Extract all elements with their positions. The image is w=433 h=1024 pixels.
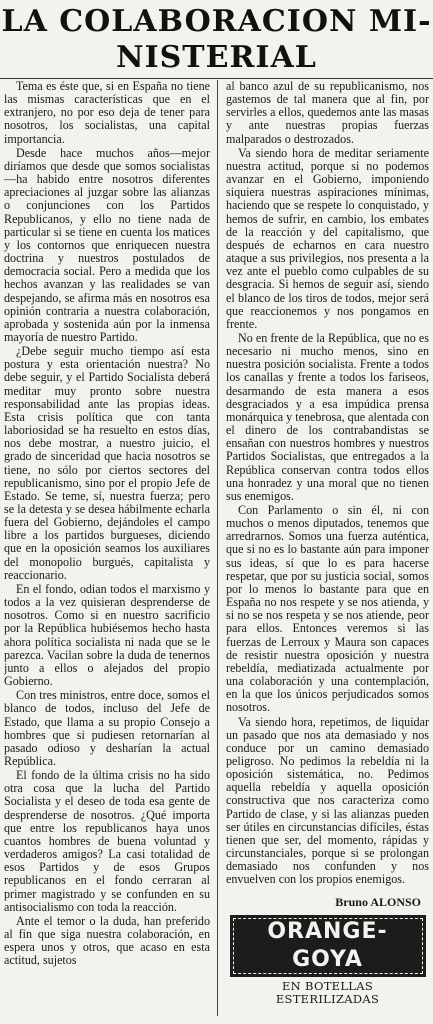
headline-line-1: LA COLABORACION MI- xyxy=(1,4,432,39)
ad-tagline: EN BOTELLAS ESTERILIZADAS xyxy=(275,978,380,1006)
paragraph: Va siendo hora, repetimos, de liquidar un pasado que nos ata demasiado y nos conduce por un camino demasiado peligroso. No pedimos la rebeldía ni la oposición sistemática, no. Pedimos aquella rebeldía y aquella oposición constructiva que nos caracteriza como Partido de clase, y si las alianzas pueden ser útiles en circunstancias difíciles, éstas tienen que ser, del momento, rápidas y circunstanciales, porque si se prolongan demasiado nos confunden y nos envuelven con los propios enemigos. xyxy=(226,714,429,887)
paragraph: Con Parlamento o sin él, ni con muchos o menos diputados, tenemos que arredrarnos. Somos una fuerza auténtica, que si no es lo bastante aún para imponer sus ideas, sí que lo es para hacerse respetar, que por su justicia social, somos por lo menos lo bastante para que en España no nos respete y se nos atienda, y si no se nos respeta y se nos atiende, peor para ellos. Entonces veremos si las fuerzas de Lerroux y Maura son capaces de resistir nuestra oposición y nuestra rebeldía, mediatizada actualmente por una colaboración y una contemplación, en la que los únicos perjudicados somos nosotros. xyxy=(226,503,429,715)
article-left-column xyxy=(4,80,210,1016)
paragraph: En el fondo, odian todos el marxismo y todos a la vez quisieran desprenderse de nosotros. Como si en nuestro sacrificio por la República hubiésemos hecho hasta ahora política socialista ni nada que se le parezca. Vacilan sobre la duda de tenernos junto a ellos o alejados del propio Gobierno. xyxy=(4,581,210,689)
headline-rule xyxy=(0,78,433,79)
paragraph: El fondo de la última crisis no ha sido otra cosa que la lucha del Partido Socialista y el deseo de toda esa gente de desprenderse de nosotros. ¿Qué importa que entre los republicanos haya unos cuantos hombres de buena voluntad y verdaderos amigos? La casi totalidad de esos Partidos y de esos Grupos republicanos en el fondo cerraran al primer magistrado y se confunden en su antisocialismo con toda la reacción. xyxy=(4,768,210,914)
paragraph: ¿Debe seguir mucho tiempo así esta postura y esta orientación nuestra? No debe seguir, y el Partido Socialista deberá meditar muy pronto sobre nuestra responsabilidad ante las propias ideas. Esta crisis política que con tanta laboriosidad se ha resuelto en estos días, nos debe mostrar, a nuestro juicio, el grado de sinceridad que hacia nosotros se tiene, no sólo por ciertos sectores del republicanismo, sino por el propio Jefe de Estado. Se teme, sí, nuestra fuerza; pero se la detesta y se desea hábilmente echarla fuera del Gobierno, dejándoles el campo libre a los partidos burgueses, diciendo que en la oposición seamos los auxiliares del monopolio burgués, capitalista y reaccionario. xyxy=(4,344,210,582)
article-headline xyxy=(0,0,433,76)
paragraph: Va siendo hora de meditar seriamente nuestra actitud, porque si no podemos avanzar en el Gobierno, imponiendo siquiera nuestras aspiraciones mínimas, haciendo que se respete lo conquistado, y hemos de sufrir, en cambio, los embates de la reacción y del capitalismo, que después de echarnos en cara nuestro ataque a sus privilegios, nos presenta a la vez ante el pueblo como culpables de su desgracia. Si hemos de seguir así, siendo el blanco de los tiros de todos, mejor será que reaccionemos y nos pongamos en frente. xyxy=(226,145,429,331)
paragraph: Con tres ministros, entre doce, somos el blanco de todos, incluso del Jefe de Estado, que llama a su propio Consejo a hombres que si pudiesen retornarían al pasado odioso y desharían la actual República. xyxy=(4,688,210,768)
ad-brand-logo: ORANGE-GOYA xyxy=(230,915,426,977)
column-divider xyxy=(217,80,218,1016)
paragraph: Desde hace muchos años—mejor diríamos que desde que somos socialistas—ha habido entre nosotros diferentes apreciaciones al juzgar sobre las alianzas o conjunciones con los Partidos Republicanos, y ello no tiene nada de particular si se tiene en cuenta los matices y los contornos que enriquecen nuestra doctrina y nuestros postulados de democracia social. Pero a medida que los hechos avanzan y las realidades se van despejando, se afirma más en nosotros esa opinión contraria a nuestra colaboración, aprobada y sostenida aún por la inmensa mayoría de nuestro Partido. xyxy=(4,145,210,344)
article-right-column xyxy=(226,80,429,1016)
paragraph: Tema es éste que, si en España no tiene las mismas características que en el extranjero, no por eso deja de tener para nosotros, los socialistas, una capital importancia. xyxy=(4,80,210,146)
paragraph-continuation: al banco azul de su republicanismo, nos gastemos de tal manera que al fin, por servirles a ellos, quedemos ante las masas y ante nuestras propias fuerzas malparados o destrozados. xyxy=(226,80,429,146)
paragraph: No en frente de la República, que no es necesario ni mucho menos, sino en nuestra posición socialista. Frente a todos los canallas y frente a todos los fariseos, desarmando de esta manera a esos desgraciados y a esa impúdica prensa monárquica y tenebrosa, que alentada con el dinero de los contrabandistas se ensañan con nuestros hombres y nuestros Partidos Socialistas, que entregados a la República conservan contra todos ellos una honradez y una moral que no tienen sus enemigos. xyxy=(226,330,429,503)
paragraph: Ante el temor o la duda, han preferido al fin que siga nuestra colaboración, en espera unos y otros, que acaso en esta actitud, sujetos xyxy=(4,913,210,968)
advertisement xyxy=(230,915,426,1006)
author-signature: Bruno ALONSO xyxy=(335,894,421,909)
headline-line-2: NISTERIAL xyxy=(116,40,317,75)
